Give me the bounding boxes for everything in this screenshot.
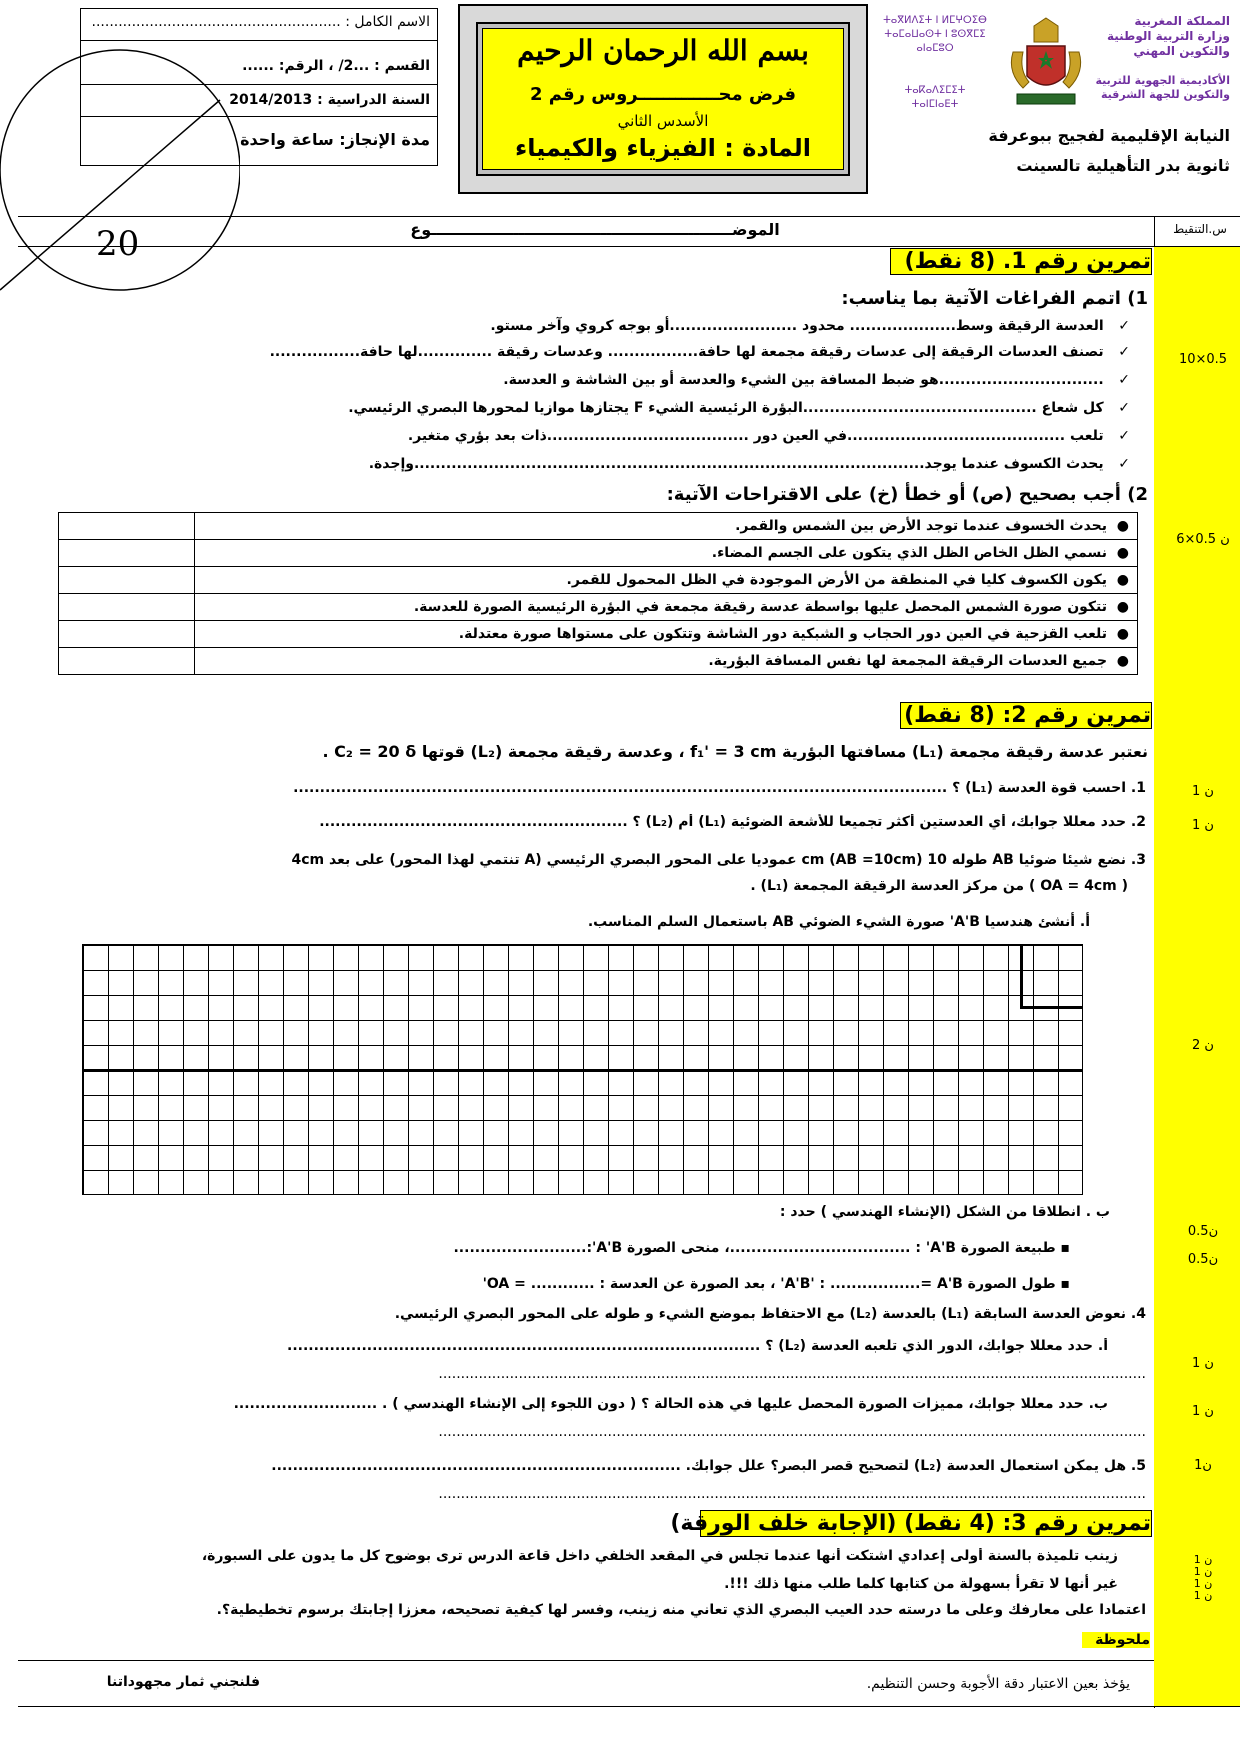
ex2-q2: 2. حدد معللا جوابك، أي العدستين أكثر تجميعا للأشعة الضوئية (L₁) أم (L₂) ؟ .......................................................... [319,814,1146,830]
table-row [59,513,1138,540]
ex3-points: 1 ن 1 ن 1 ن 1 ن [1193,1553,1213,1602]
answer-cell[interactable] [59,621,195,648]
subject-title: المادة : الفيزياء والكيمياء [514,134,812,162]
table-row [59,648,1138,675]
score-total: 20 [96,224,140,264]
exam-title: فرض محـــــــــــــروس رقم 2 [529,84,797,105]
lens-marker [1020,944,1023,1008]
ex2-q3b-1: ▪ طبيعة الصورة A'B' : ..................................، منحى الصورة A'B':......................... [453,1240,1070,1256]
duration: مدة الإنجاز: ساعة واحدة [240,130,430,149]
ex1-q1-title: 1) اتمم الفراغات الآتية بما يناسب: [841,288,1148,309]
ex3-title: تمرين رقم 3: (4 نقط) (الإجابة خلف الورقة) [670,1511,1151,1536]
ex2-q3b-2: ▪ طول الصورة A'B' : .................= A'B' ، بعد الصورة عن العدسة : ............ = OA' [482,1276,1070,1292]
tifinagh-1: ⵜⴰⴳⵍⴷⵉⵜ ⵏ ⵍⵎⵖⵔⵉⴱ [883,15,987,26]
answer-cell[interactable] [59,594,195,621]
ex1-title: تمرين رقم 1. (8 نقط) [890,248,1152,275]
class-field[interactable]: القسم : ...2/ ، الرقم: ...... [242,58,430,74]
table-row [59,594,1138,621]
answer-cell[interactable] [59,513,195,540]
ex2-q4: 4. نعوض العدسة السابقة (L₁) بالعدسة (L₂) مع الاحتفاظ بموضع الشيء و طوله على المحور البصري الرئيسي. [394,1306,1146,1322]
grading-header: س.التنقيط [1173,222,1227,236]
tifinagh-2: ⵜⴰⵎⴰⵡⴰⵙⵜ ⵏ ⵓⵙⴳⵎⵉ ⴰⵏⴰⵎⵓⵔ [884,29,986,54]
ex3-line3: اعتمادا على معارفك وعلى ما درسته حدد العيب البصري الذي تعاني منه زينب، وفسر لها كيفية تصحيحه، معززا إجابتك برسوم تخطيطية؟. [216,1602,1146,1618]
coat-of-arms-icon [1003,12,1089,112]
true-false-table [58,512,1138,675]
table-row [59,567,1138,594]
optical-axis-line [82,1069,1083,1072]
ex3-line1: زينب تلميذة بالسنة أولى إعدادي اشتكت أنها عندما تجلس في المقعد الخلفي داخل قاعة الدرس ترى بوضوح كل ما يدون على السبورة، [201,1548,1118,1564]
ex2-q5-points: 1ن [1194,1458,1212,1473]
statement-cell: ● يحدث الخسوف عندما توجد الأرض بين الشمس والقمر. [195,513,1138,540]
ex2-q3-line1: 3. نضع شيئا ضوئيا AB طوله 10 cm (AB =10cm) عموديا على المحور البصري الرئيسي (A تنتمي لهذا المحور) على بعد 4cm [291,852,1146,868]
name-label: الاسم الكامل : [345,14,430,30]
ex2-q4a-points: 1 ن [1192,1356,1214,1371]
answer-cell[interactable] [59,648,195,675]
subject-line: الموضـــــــــــــــــــــــــــــــــــــــــــــــــــــــوع [410,220,780,239]
answer-dots[interactable]: ............................................................................................................................................................... [438,1366,1146,1382]
ex2-q4a: أ. حدد معللا جوابك، الدور الذي تلعبه العدسة (L₂) ؟ ......................................................................................... [287,1338,1108,1354]
answer-cell[interactable] [59,540,195,567]
answer-cell[interactable] [59,567,195,594]
ex1-q2-points: 6×0.5 ن [1176,532,1230,547]
directorate: النيابة الإقليمية لفجيج ببوعرفة [988,126,1230,145]
ex2-q4b: ب. حدد معللا جوابك، مميزات الصورة المحصل عليها في هذه الحالة ؟ ( دون اللجوء إلى الإنشاء الهندسي ) . ........................... [233,1396,1108,1412]
basmala: بسم الله الرحمان الرحيم [517,34,809,67]
answer-dots[interactable]: ............................................................................................................................................................... [438,1486,1146,1502]
ex2-q4b-points: 1 ن [1192,1404,1214,1419]
closing-line: فلنجني ثمار مجهوداتنا [106,1674,260,1690]
academy: الأكاديمية الجهوية للتربية والتكوين للجهة الشرقية [1095,74,1230,101]
ex2-q1-points: 1 ن [1192,784,1214,799]
ex2-q2-points: 1 ن [1192,818,1214,833]
school-name: ثانوية بدر التأهيلية تالسينت [1016,156,1230,175]
statement-cell: ● تلعب القزحية في العين دور الحجاب و الشبكية دور الشاشة وتتكون على مستواها صورة معتدلة. [195,621,1138,648]
grading-column [1154,247,1240,1707]
table-row [59,540,1138,567]
statement-cell: ● جميع العدسات الرقيقة المجمعة لها نفس المسافة البؤرية. [195,648,1138,675]
ex1-line: ✓ ...............................هو ضبط المسافة بين الشيء والعدسة أو بين الشاشة و العدسة. [503,372,1130,388]
statement-cell: ● تتكون صورة الشمس المحصل عليها بواسطة عدسة رقيقة مجمعة في البؤرة الرئيسية الصورة للعدسة. [195,594,1138,621]
ex1-line: ✓ كل شعاع ............................................البؤرة الرئيسية الشيء F يجتازها موازيا لمحورها البصري الرئيسي. [348,400,1130,416]
ex2-q3-line2: ( OA = 4cm ) من مركز العدسة الرقيقة المجمعة (L₁) . [750,878,1128,894]
ex2-q3b: ب . انطلاقا من الشكل (الإنشاء الهندسي ) حدد : [779,1204,1110,1220]
table-row [59,621,1138,648]
ex2-title: تمرين رقم 2: (8 نقط) [900,702,1152,729]
grading-note: يؤخذ بعين الاعتبار دقة الأجوبة وحسن التنظيم. [866,1676,1130,1692]
ex2-q3a: أ. أنشئ هندسيا A'B' صورة الشيء الضوئي AB باستعمال السلم المناسب. [587,914,1090,930]
ex2-intro: نعتبر عدسة رقيقة مجمعة (L₁) مسافتها البؤرية f₁' = 3 cm ، وعدسة رقيقة مجمعة (L₂) قوتها C₂ = 20 δ . [322,742,1148,761]
ex3-line2: غير أنها لا تقرأ بسهولة من كتابها كلما طلب منها ذلك !!!. [724,1576,1118,1592]
ministry: وزارة التربية الوطنية والتكوين المهني [1106,29,1230,58]
ex2-q3b-1-points: 0.5ن [1187,1224,1219,1239]
ex1-line: ✓ يحدث الكسوف عندما يوجد................................................................................................وإجدة. [368,456,1130,472]
ex1-line: ✓ تلعب .........................................في العين دور ......................................ذات بعد بؤري متغير. [407,428,1130,444]
statement-cell: ● نسمي الظل الخاص الظل الذي يتكون على الجسم المضاء. [195,540,1138,567]
kingdom: المملكة المغربية [1134,14,1230,28]
school-year: السنة الدراسية : 2014/2013 [229,92,430,108]
ex2-q5: 5. هل يمكن استعمال العدسة (L₂) لتصحيح قصر البصر؟ علل جوابك. ............................................................................. [271,1458,1146,1474]
semester: الأسدس الثاني [617,112,709,130]
ex2-q3a-points: 2 ن [1192,1038,1214,1053]
tifinagh-3: ⵜⴰⴽⴰⴷⵉⵎⵉⵜ ⵜⴰⵏⵎⵏⴰⴹⵜ [904,85,966,110]
ex1-line: ✓ تصنف العدسات الرقيقة إلى عدسات رقيقة مجمعة لها حافة................. وعدسات رقيقة ..............لها حافة................. [269,344,1130,360]
ex2-q1: 1. احسب قوة العدسة (L₁) ؟ ........................................................................................................................... [293,780,1146,796]
ex2-q3b-2-points: 0.5ن [1187,1252,1219,1267]
ex1-q2-title: 2) أجب بصحيح (ص) أو خطأ (خ) على الاقتراحات الآتية: [666,484,1148,505]
ex1-q1-points: 10×0.5 [1178,352,1228,367]
statement-cell: ● يكون الكسوف كليا في المنطقة من الأرض الموجودة في الظل المحمول للقمر. [195,567,1138,594]
answer-dots[interactable]: ............................................................................................................................................................... [438,1424,1146,1440]
ex1-line: ✓ العدسة الرقيقة وسط.................... محدود ........................أو بوجه كروي وآخر مستو. [490,318,1130,334]
name-field[interactable]: الاسم الكامل : ........................................................ [91,14,430,30]
note-label: ملحوظة [1082,1632,1150,1648]
